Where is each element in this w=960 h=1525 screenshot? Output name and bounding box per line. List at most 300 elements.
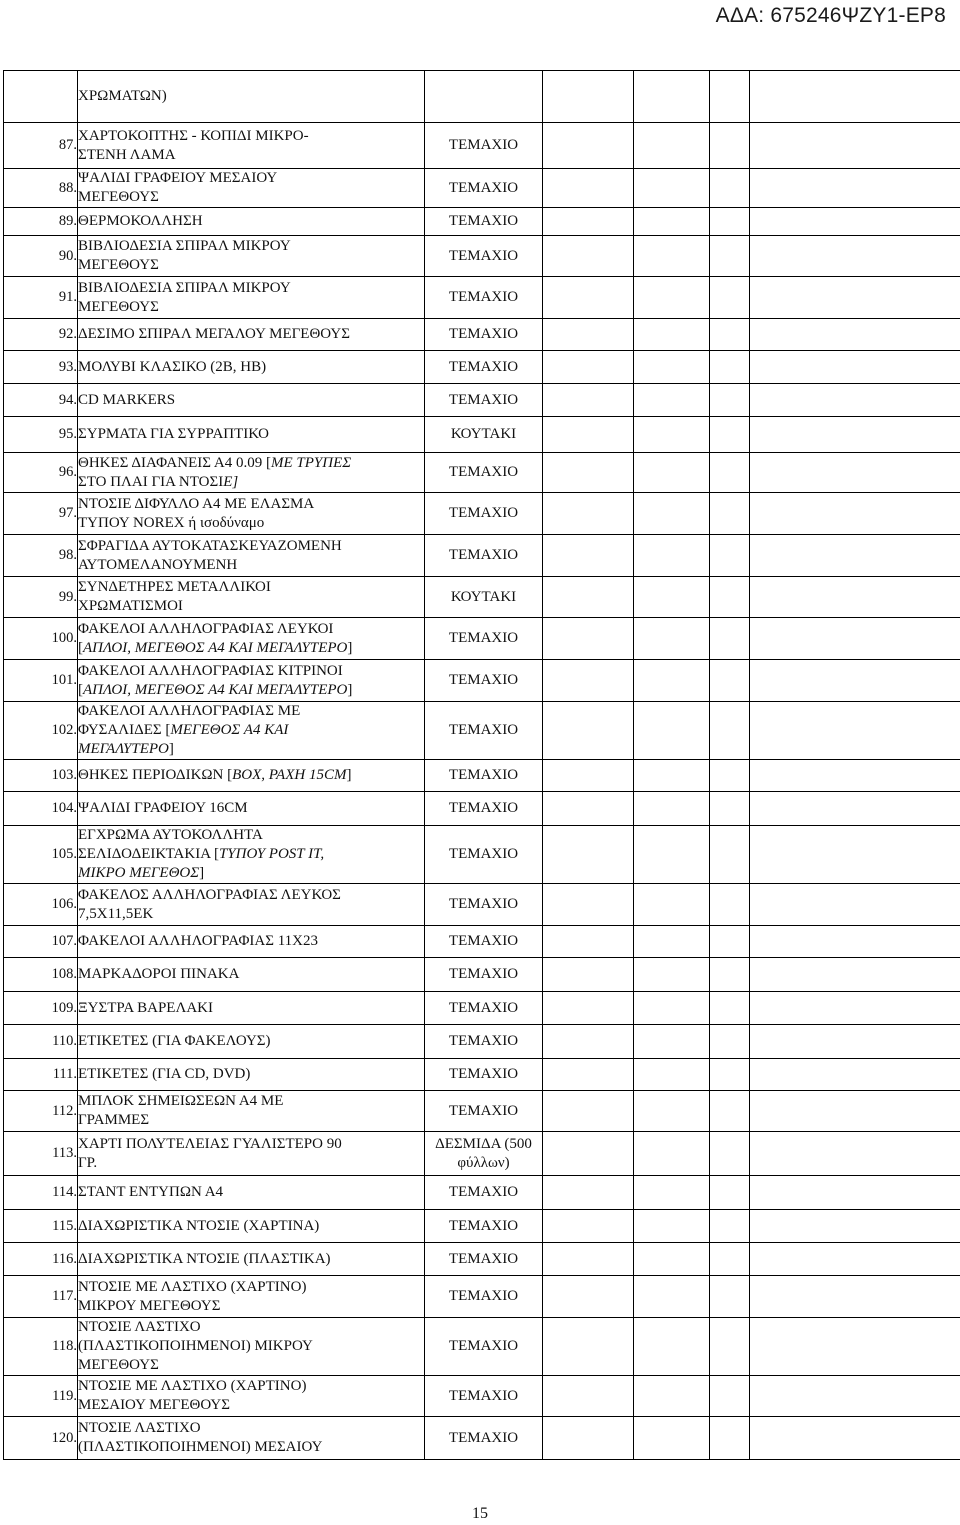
description-line (78, 495, 424, 514)
table-row (4, 702, 960, 760)
item-description (78, 702, 425, 760)
empty-cell (634, 535, 710, 577)
empty-cell (750, 826, 960, 884)
description-text: ΧΡΩΜΑΤΩΝ) (78, 88, 167, 104)
empty-cell (634, 1318, 710, 1376)
description-line (78, 256, 424, 275)
item-number: 119. (4, 1376, 78, 1417)
description-text: [ (78, 681, 83, 698)
description-text: ΘΗΚΕΣ ΔΙΑΦΑΝΕΙΣ Α4 0.09 [ (78, 454, 271, 471)
description-text: ΘΗΚΕΣ ΠΕΡΙΟΔΙΚΩΝ [ (78, 767, 233, 783)
item-description (78, 992, 425, 1025)
table-row (4, 826, 960, 884)
description-text: ΦΑΚΕΛΟΙ ΑΛΛΗΛΟΓΡΑΦΙΑΣ ΜΕ (78, 703, 301, 719)
empty-cell (634, 384, 710, 417)
description-text: 7,5Χ11,5ΕΚ (78, 905, 154, 922)
description-text: ΜΕΓΕΘΟΣ Α4 ΚΑΙ (170, 722, 289, 738)
description-line (78, 620, 424, 639)
table-row (4, 493, 960, 535)
table-row (4, 958, 960, 992)
description-line (78, 1438, 424, 1457)
description-text: (ΠΛΑΣΤΙΚΟΠΟΙΗΜΕΝΟΙ) ΜΕΣΑΙΟΥ (78, 1439, 323, 1455)
table-row (4, 1132, 960, 1176)
item-description (78, 577, 425, 618)
table-row (4, 453, 960, 493)
empty-cell (710, 992, 750, 1025)
description-text: ΣΤΟ ΠΛΑΙ ΓΙΑ ΝΤΟΣΙ (78, 473, 224, 490)
empty-cell (634, 319, 710, 351)
empty-cell (710, 493, 750, 535)
empty-cell (750, 453, 960, 493)
document-id-header: ΑΔΑ: 675246ΨΖΥ1-ΕΡ8 (715, 4, 946, 27)
table-row (4, 71, 960, 123)
description-text: ΔΙΑΧΩΡΙΣΤΙΚΑ ΝΤΟΣΙΕ (ΧΑΡΤΙΝΑ) (78, 1217, 320, 1234)
description-line (78, 1250, 424, 1269)
empty-cell (543, 384, 634, 417)
description-line (78, 864, 424, 883)
item-number: 118. (4, 1318, 78, 1376)
empty-cell (634, 1376, 710, 1417)
description-text: ΣΕΛΙΔΟΔΕΙΚΤΑΚΙΑ [ (78, 846, 219, 862)
item-number: 112. (4, 1091, 78, 1132)
description-text: ΑΠΛΟΙ, ΜΕΓΕΘΟΣ Α4 ΚΑΙ ΜΕΓΑΛΥΤΕΡΟ (83, 639, 348, 656)
empty-cell (710, 1276, 750, 1318)
empty-cell (710, 535, 750, 577)
empty-cell (543, 577, 634, 618)
unit-of-measure: ΤΕΜΑΧΙΟ (425, 792, 543, 826)
description-text: ΨΑΛΙΔΙ ΓΡΑΦΕΙΟΥ ΜΕΣΑΙΟΥ (78, 170, 278, 186)
item-description (78, 277, 425, 319)
empty-cell (543, 453, 634, 493)
description-line (78, 639, 424, 658)
description-line (78, 146, 424, 165)
empty-cell (634, 1176, 710, 1210)
item-number: 120. (4, 1417, 78, 1460)
empty-cell (710, 208, 750, 236)
item-description (78, 1417, 425, 1460)
description-line (78, 1183, 424, 1202)
description-line (78, 740, 424, 759)
empty-cell (543, 1318, 634, 1376)
empty-cell (634, 123, 710, 169)
item-description (78, 208, 425, 236)
empty-cell (634, 493, 710, 535)
empty-cell (750, 1210, 960, 1243)
description-line (78, 1278, 424, 1297)
empty-cell (710, 417, 750, 453)
unit-of-measure: ΤΕΜΑΧΙΟ (425, 1417, 543, 1460)
description-text: ΤΥΠΟΥ NOREX ή ισοδύναμο (78, 514, 265, 531)
empty-cell (543, 493, 634, 535)
empty-cell (543, 1025, 634, 1059)
description-line (78, 1092, 424, 1111)
table-row (4, 1318, 960, 1376)
empty-cell (750, 1025, 960, 1059)
empty-cell (750, 1243, 960, 1276)
empty-cell (543, 535, 634, 577)
item-number: 103. (4, 760, 78, 792)
table-row (4, 1243, 960, 1276)
empty-cell (750, 277, 960, 319)
description-text: ] (199, 865, 205, 881)
item-number: 89. (4, 208, 78, 236)
item-description (78, 123, 425, 169)
description-text: ΧΡΩΜΑΤΙΣΜΟΙ (78, 598, 183, 614)
items-table-body (4, 71, 960, 1460)
description-line (78, 662, 424, 681)
description-line (78, 799, 424, 818)
item-number (4, 71, 78, 123)
description-text: ΒΙΒΛΙΟΔΕΣΙΑ ΣΠΙΡΑΛ ΜΙΚΡΟΥ (78, 279, 291, 296)
description-text: [ (78, 639, 83, 656)
unit-of-measure: ΤΕΜΑΧΙΟ (425, 123, 543, 169)
item-number: 108. (4, 958, 78, 992)
table-row (4, 351, 960, 384)
item-number: 100. (4, 618, 78, 660)
description-line (78, 681, 424, 700)
empty-cell (634, 208, 710, 236)
description-text: ΦΑΚΕΛΟΙ ΑΛΛΗΛΟΓΡΑΦΙΑΣ 11Χ23 (78, 933, 319, 949)
item-description (78, 618, 425, 660)
item-number: 92. (4, 319, 78, 351)
table-row (4, 792, 960, 826)
empty-cell (543, 760, 634, 792)
empty-cell (543, 618, 634, 660)
description-line (78, 1135, 424, 1154)
description-line (78, 1318, 424, 1337)
description-line (78, 358, 424, 377)
unit-of-measure: ΤΕΜΑΧΙΟ (425, 535, 543, 577)
unit-of-measure: ΤΕΜΑΧΙΟ (425, 1376, 543, 1417)
unit-of-measure: ΚΟΥΤΑΚΙ (425, 577, 543, 618)
unit-of-measure: ΤΕΜΑΧΙΟ (425, 493, 543, 535)
items-table (3, 70, 960, 1460)
empty-cell (710, 277, 750, 319)
empty-cell (710, 618, 750, 660)
item-description (78, 1318, 425, 1376)
item-number: 102. (4, 702, 78, 760)
description-text: ΑΠΛΟΙ, ΜΕΓΕΘΟΣ Α4 ΚΑΙ ΜΕΓΑΛΥΤΕΡΟ (83, 681, 348, 698)
unit-of-measure: ΤΕΜΑΧΙΟ (425, 702, 543, 760)
empty-cell (634, 277, 710, 319)
unit-of-measure: ΤΕΜΑΧΙΟ (425, 1059, 543, 1091)
unit-of-measure: ΤΕΜΑΧΙΟ (425, 1025, 543, 1059)
empty-cell (710, 826, 750, 884)
item-description (78, 351, 425, 384)
empty-cell (710, 384, 750, 417)
empty-cell (543, 1276, 634, 1318)
description-line (78, 826, 424, 845)
description-line (78, 514, 424, 533)
item-number: 94. (4, 384, 78, 417)
empty-cell (750, 1091, 960, 1132)
description-text: ΕΤΙΚΕΤΕΣ (ΓΙΑ ΦΑΚΕΛΟΥΣ) (78, 1033, 271, 1049)
description-line (78, 298, 424, 317)
unit-of-measure: ΤΕΜΑΧΙΟ (425, 1243, 543, 1276)
description-text: BOX, ΡΑΧΗ 15CM (232, 767, 347, 783)
empty-cell (634, 884, 710, 926)
description-line (78, 578, 424, 597)
empty-cell (710, 1243, 750, 1276)
description-text: ΒΙΒΛΙΟΔΕΣΙΑ ΣΠΙΡΑΛ ΜΙΚΡΟΥ (78, 238, 291, 254)
unit-of-measure: ΤΕΜΑΧΙΟ (425, 618, 543, 660)
empty-cell (634, 169, 710, 208)
description-line (78, 454, 424, 473)
empty-cell (634, 958, 710, 992)
empty-cell (710, 702, 750, 760)
empty-cell (750, 417, 960, 453)
description-text: ΝΤΟΣΙΕ ΔΙΦΥΛΛΟ Α4 ΜΕ ΕΛΑΣΜΑ (78, 495, 315, 512)
empty-cell (750, 351, 960, 384)
empty-cell (710, 1059, 750, 1091)
empty-cell (750, 992, 960, 1025)
description-line (78, 1337, 424, 1356)
item-number: 109. (4, 992, 78, 1025)
empty-cell (634, 792, 710, 826)
item-number: 113. (4, 1132, 78, 1176)
empty-cell (634, 618, 710, 660)
empty-cell (750, 958, 960, 992)
description-line (78, 279, 424, 298)
item-description (78, 169, 425, 208)
description-text: ΜΕ ΤΡΥΠΕΣ (270, 454, 352, 471)
empty-cell (543, 1176, 634, 1210)
description-text: ΝΤΟΣΙΕ ΜΕ ΛΑΣΤΙΧΟ (ΧΑΡΤΙΝΟ) (78, 1378, 307, 1394)
description-text: ΣΤΕΝΗ ΛΑΜΑ (78, 146, 176, 163)
description-text: ΜΕΣΑΙΟΥ ΜΕΓΕΘΟΥΣ (78, 1397, 230, 1413)
item-description (78, 1091, 425, 1132)
empty-cell (710, 1376, 750, 1417)
unit-of-measure: ΤΕΜΑΧΙΟ (425, 351, 543, 384)
unit-of-measure: ΤΕΜΑΧΙΟ (425, 1210, 543, 1243)
item-description (78, 760, 425, 792)
item-description (78, 1059, 425, 1091)
empty-cell (634, 1132, 710, 1176)
empty-cell (634, 1091, 710, 1132)
description-line (78, 473, 424, 492)
empty-cell (750, 702, 960, 760)
unit-of-measure: ΔΕΣΜΙΔΑ (500 φύλλων) (425, 1132, 543, 1176)
table-row (4, 1417, 960, 1460)
empty-cell (750, 319, 960, 351)
table-row (4, 1210, 960, 1243)
empty-cell (543, 123, 634, 169)
unit-of-measure: ΤΕΜΑΧΙΟ (425, 453, 543, 493)
item-number: 106. (4, 884, 78, 926)
empty-cell (634, 417, 710, 453)
item-number: 90. (4, 236, 78, 277)
item-number: 95. (4, 417, 78, 453)
description-line (78, 597, 424, 616)
item-description (78, 417, 425, 453)
table-row (4, 1091, 960, 1132)
empty-cell (750, 169, 960, 208)
empty-cell (750, 1318, 960, 1376)
description-line (78, 537, 424, 556)
description-text: ΜΕΓΕΘΟΥΣ (78, 189, 159, 205)
table-row (4, 384, 960, 417)
description-line (78, 1419, 424, 1438)
description-text: ΔΕΣΙΜΟ ΣΠΙΡΑΛ ΜΕΓΑΛΟΥ ΜΕΓΕΘΟΥΣ (78, 326, 350, 342)
empty-cell (634, 992, 710, 1025)
empty-cell (543, 1243, 634, 1276)
description-text: ΕΓΧΡΩΜΑ ΑΥΤΟΚΟΛΛΗΤΑ (78, 827, 263, 843)
empty-cell (543, 277, 634, 319)
table-row (4, 884, 960, 926)
description-line (78, 87, 424, 106)
empty-cell (750, 1059, 960, 1091)
description-text: ΜΙΚΡΟΥ ΜΕΓΕΘΟΥΣ (78, 1297, 221, 1314)
description-line (78, 237, 424, 256)
item-description (78, 71, 425, 123)
description-text: ΝΤΟΣΙΕ ΜΕ ΛΑΣΤΙΧΟ (ΧΑΡΤΙΝΟ) (78, 1278, 307, 1295)
description-line (78, 1217, 424, 1236)
unit-of-measure: ΤΕΜΑΧΙΟ (425, 958, 543, 992)
empty-cell (750, 884, 960, 926)
empty-cell (543, 826, 634, 884)
empty-cell (634, 1059, 710, 1091)
description-text: ΜΕΓΕΘΟΥΣ (78, 298, 159, 315)
item-number: 99. (4, 577, 78, 618)
empty-cell (750, 384, 960, 417)
description-text: ΨΑΛΙΔΙ ΓΡΑΦΕΙΟΥ 16CM (78, 800, 248, 816)
description-text: ΤΥΠΟΥ POST IT, (218, 846, 325, 862)
description-line (78, 766, 424, 785)
empty-cell (634, 577, 710, 618)
table-row (4, 1376, 960, 1417)
empty-cell (710, 1025, 750, 1059)
description-text: ΕΤΙΚΕΤΕΣ (ΓΙΑ CD, DVD) (78, 1066, 251, 1082)
empty-cell (710, 351, 750, 384)
description-text: ΘΕΡΜΟΚΟΛΛΗΣΗ (78, 213, 203, 229)
empty-cell (634, 453, 710, 493)
empty-cell (543, 208, 634, 236)
empty-cell (634, 71, 710, 123)
unit-of-measure (425, 71, 543, 123)
unit-of-measure: ΤΕΜΑΧΙΟ (425, 1276, 543, 1318)
description-text: ΜΕΓΕΘΟΥΣ (78, 1357, 159, 1373)
description-text: ΦΥΣΑΛΙΔΕΣ [ (78, 722, 171, 738)
empty-cell (750, 1376, 960, 1417)
empty-cell (710, 71, 750, 123)
description-line (78, 391, 424, 410)
description-line (78, 721, 424, 740)
item-number: 110. (4, 1025, 78, 1059)
item-number: 98. (4, 535, 78, 577)
unit-of-measure: ΤΕΜΑΧΙΟ (425, 169, 543, 208)
unit-of-measure: ΤΕΜΑΧΙΟ (425, 660, 543, 702)
item-number: 87. (4, 123, 78, 169)
description-text: ΔΙΑΧΩΡΙΣΤΙΚΑ ΝΤΟΣΙΕ (ΠΛΑΣΤΙΚΑ) (78, 1250, 331, 1267)
item-number: 104. (4, 792, 78, 826)
description-text: ΜΕΓΕΘΟΥΣ (78, 257, 159, 273)
item-number: 117. (4, 1276, 78, 1318)
unit-of-measure: ΤΕΜΑΧΙΟ (425, 384, 543, 417)
table-row (4, 1025, 960, 1059)
description-line (78, 325, 424, 344)
empty-cell (750, 1417, 960, 1460)
empty-cell (710, 236, 750, 277)
empty-cell (710, 1176, 750, 1210)
unit-of-measure: ΤΕΜΑΧΙΟ (425, 926, 543, 958)
description-text: ΝΤΟΣΙΕ ΛΑΣΤΙΧΟ (78, 1319, 201, 1335)
item-number: 97. (4, 493, 78, 535)
empty-cell (543, 958, 634, 992)
description-line (78, 556, 424, 575)
item-description (78, 493, 425, 535)
item-description (78, 236, 425, 277)
empty-cell (750, 535, 960, 577)
description-line (78, 1377, 424, 1396)
unit-of-measure: ΤΕΜΑΧΙΟ (425, 1318, 543, 1376)
description-text: ΣΥΡΜΑΤΑ ΓΙΑ ΣΥΡΡΑΠΤΙΚΟ (78, 426, 269, 442)
empty-cell (634, 1243, 710, 1276)
item-description (78, 1025, 425, 1059)
empty-cell (543, 1417, 634, 1460)
item-description (78, 1376, 425, 1417)
item-description (78, 926, 425, 958)
empty-cell (543, 1091, 634, 1132)
item-number: 105. (4, 826, 78, 884)
description-line (78, 212, 424, 231)
empty-cell (634, 760, 710, 792)
description-line (78, 169, 424, 188)
table-row (4, 660, 960, 702)
empty-cell (543, 417, 634, 453)
item-description (78, 1132, 425, 1176)
empty-cell (543, 1132, 634, 1176)
empty-cell (750, 71, 960, 123)
empty-cell (750, 577, 960, 618)
empty-cell (543, 319, 634, 351)
description-line (78, 425, 424, 444)
description-text: (ΠΛΑΣΤΙΚΟΠΟΙΗΜΕΝΟΙ) ΜΙΚΡΟΥ (78, 1338, 313, 1354)
unit-of-measure: ΤΕΜΑΧΙΟ (425, 1091, 543, 1132)
empty-cell (750, 618, 960, 660)
item-number: 107. (4, 926, 78, 958)
item-description (78, 535, 425, 577)
description-line (78, 1111, 424, 1130)
item-description (78, 1176, 425, 1210)
description-text: ΜΠΛΟΚ ΣΗΜΕΙΩΣΕΩΝ Α4 ΜΕ (78, 1093, 284, 1109)
table-row (4, 169, 960, 208)
empty-cell (634, 826, 710, 884)
table-row (4, 577, 960, 618)
description-text: ΜΕΓΑΛΥΤΕΡΟ (78, 741, 169, 757)
unit-of-measure: ΚΟΥΤΑΚΙ (425, 417, 543, 453)
item-description (78, 660, 425, 702)
item-number: 91. (4, 277, 78, 319)
empty-cell (710, 1091, 750, 1132)
description-text: ΧΑΡΤΙ ΠΟΛΥΤΕΛΕΙΑΣ ΓΥΑΛΙΣΤΕΡΟ 90 (78, 1135, 342, 1152)
empty-cell (543, 1210, 634, 1243)
table-row (4, 319, 960, 351)
empty-cell (543, 926, 634, 958)
empty-cell (710, 760, 750, 792)
description-line (78, 1154, 424, 1173)
item-description (78, 884, 425, 926)
description-text: ΜΙΚΡΟ ΜΕΓΕΘΟΣ (78, 865, 200, 881)
description-text: ] (347, 681, 353, 698)
empty-cell (710, 1210, 750, 1243)
table-row (4, 926, 960, 958)
empty-cell (750, 792, 960, 826)
item-number: 93. (4, 351, 78, 384)
empty-cell (543, 71, 634, 123)
table-row (4, 236, 960, 277)
empty-cell (710, 792, 750, 826)
empty-cell (750, 660, 960, 702)
